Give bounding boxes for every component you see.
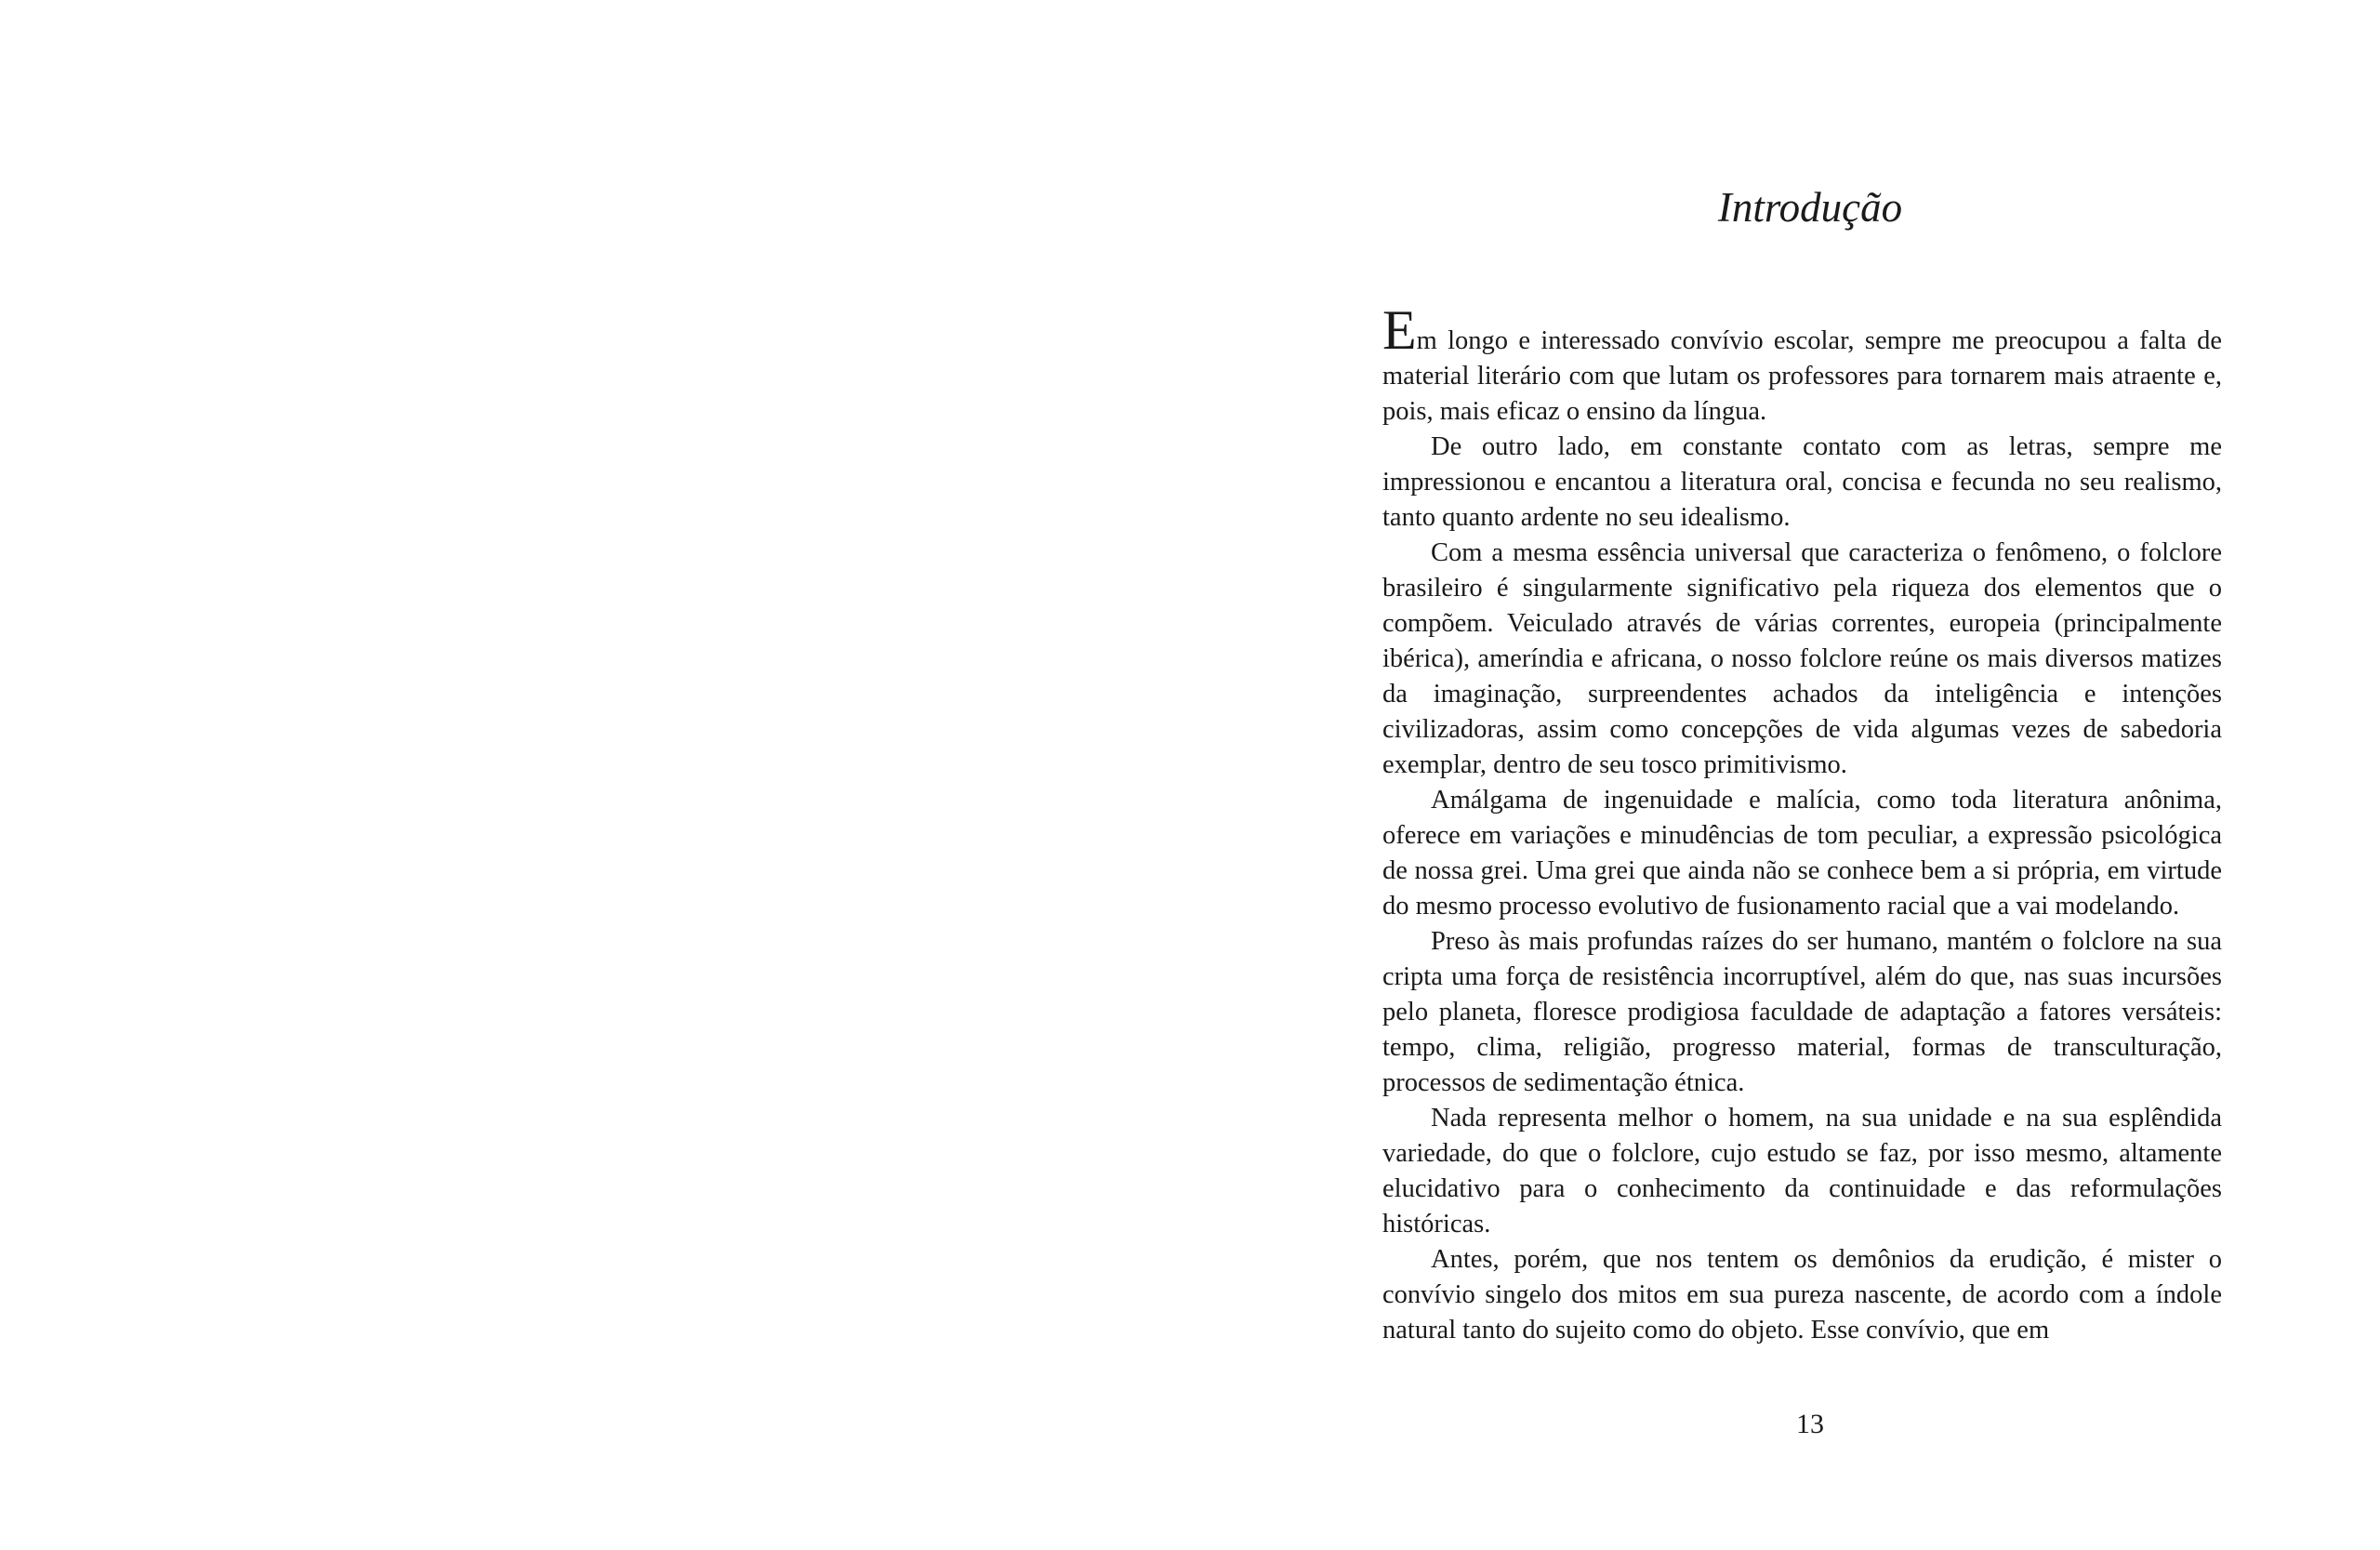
paragraph: Com a mesma essência universal que caracteriza o fenômeno, o folclore brasileiro é singularmente significativo pela riqueza dos elementos que o compõem. Veiculado através de várias correntes, europeia (principalmente ibérica), ameríndia e africana, o nosso folclore reúne os mais diversos matizes da imaginação, surpreendentes achados da inteligência e intenções civilizadoras, assim como concepções de vida algumas vezes de sabedoria exemplar, dentro de seu tosco primitivismo. [1382, 538, 2222, 779]
paragraph: Antes, porém, que nos tentem os demônios da erudição, é mister o convívio singelo dos mitos em sua pureza nascente, de acordo com a índole natural tanto do sujeito como do objeto. Esse convívio, que em [1382, 1245, 2222, 1345]
paragraph-1 [1382, 299, 2222, 430]
page-number: 13 [1796, 1409, 1824, 1439]
paragraph: Nada representa melhor o homem, na sua unidade e na sua esplêndida variedade, do que o folclore, cujo estudo se faz, por isso mesmo, altamente elucidativo para o conhecimento da continuidade e das reformulações históricas. [1382, 1104, 2222, 1239]
body-text [1382, 299, 2222, 1348]
drop-cap: E [1382, 299, 1417, 361]
paragraph: Amálgama de ingenuidade e malícia, como toda literatura anônima, oferece em variações e minudências de tom peculiar, a expressão psicológica de nossa grei. Uma grei que ainda não se conhece bem a si própria, em virtude do mesmo processo evolutivo de fusionamento racial que a vai modelando. [1382, 786, 2222, 921]
paragraph: De outro lado, em constante contato com as letras, sempre me impressionou e encantou a literatura oral, concisa e fecunda no seu realismo, tanto quanto ardente no seu idealismo. [1382, 432, 2222, 532]
paragraph: Preso às mais profundas raízes do ser humano, mantém o folclore na sua cripta uma força de resistência incorruptível, além do que, nas suas incursões pelo planeta, floresce prodigiosa faculdade de adaptação a fatores versáteis: tempo, clima, religião, progresso material, formas de transculturação, processos de sedimentação étnica. [1382, 927, 2222, 1097]
paragraph-1-text: m longo e interessado convívio escolar, sempre me preocupou a falta de material literário com que lutam os professores para tornarem mais atraente e, pois, mais eficaz o ensino da língua. [1382, 326, 2222, 426]
chapter-title: Introdução [1717, 184, 1903, 231]
